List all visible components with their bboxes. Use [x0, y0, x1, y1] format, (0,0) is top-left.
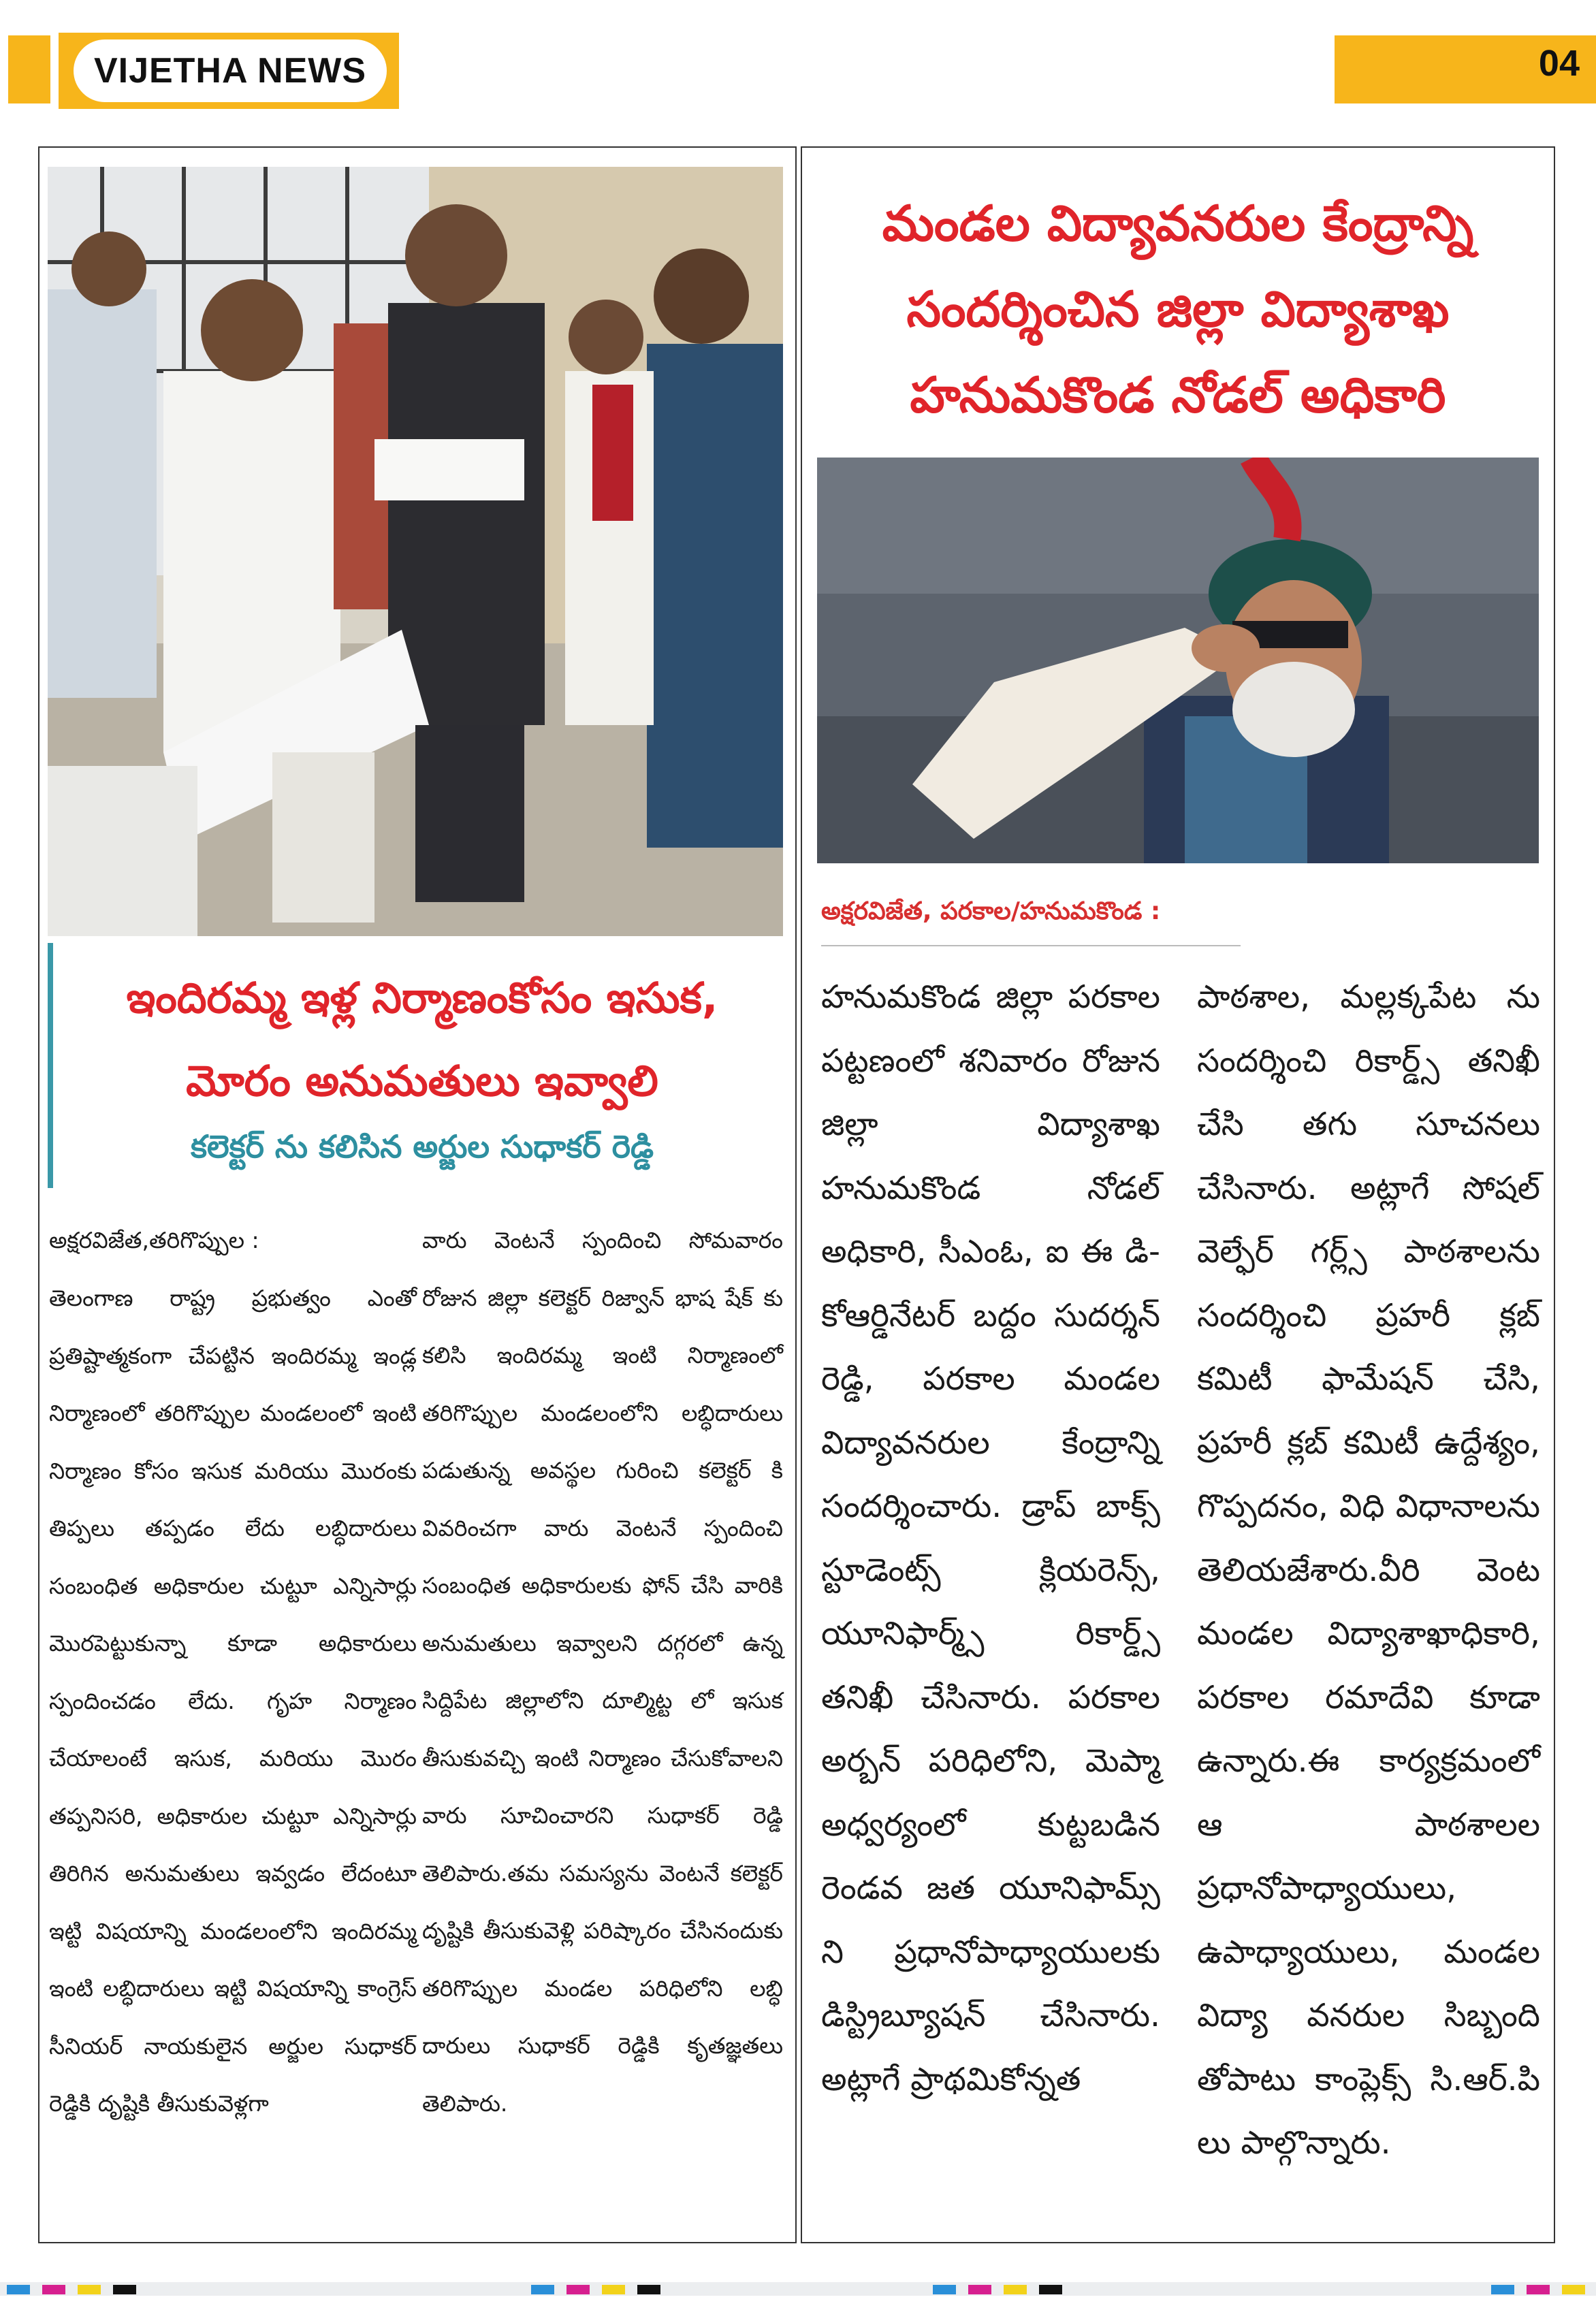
registration-mark [637, 2285, 660, 2294]
registration-mark [933, 2285, 956, 2294]
registration-mark [78, 2285, 101, 2294]
left-dateline: అక్షరవిజేత,తరిగొప్పుల : [49, 1227, 259, 1253]
page-number: 04 [1538, 43, 1580, 84]
registration-mark [42, 2285, 65, 2294]
registration-mark [602, 2285, 625, 2294]
registration-mark [1527, 2285, 1550, 2294]
right-story-photo [817, 458, 1539, 863]
registration-mark [968, 2285, 991, 2294]
registration-mark [1039, 2285, 1062, 2294]
left-headline: ఇందిరమ్మ ఇళ్ల నిర్మాణంకోసం ఇసుక, మోరం అనుమతులు ఇవ్వాలి [126, 973, 718, 1106]
registration-mark [1004, 2285, 1027, 2294]
registration-mark [113, 2285, 136, 2294]
registration-mark [566, 2285, 590, 2294]
right-dateline: అక్షరవిజేత, పరకాల/హనుమకొండ : [821, 897, 1161, 925]
photo-icon [48, 167, 783, 936]
left-headline-block [48, 943, 783, 1188]
headline-accent-bar [48, 943, 53, 1188]
registration-mark [531, 2285, 554, 2294]
right-column-2: పాఠశాల, మల్లక్కపేట ను సందర్శించి రికార్డ్స్ తనిఖీ చేసి తగు సూచనలు చేసినారు. అట్లాగే సోషల్ వెల్ఫేర్ గర్ల్స్ పాఠశాలను సందర్శించి ప్రహరీ క్లబ్ కమిటీ ఫామేషన్ చేసి, ప్రహరీ క్లబ్ కమిటీ ఉద్దేశ్యం, గొప్పదనం, విధి విధానాలను తెలియజేశారు.వీరి వెంట మండల విద్యాశాఖాధికారి, పరకాల రమాదేవి కూడా ఉన్నారు.ఈ కార్యక్రమంలో ఆ పాఠశాలల ప్రధానోపాధ్యాయులు, ఉపాధ్యాయులు, మండల విద్యా వనరుల సిబ్బంది తోపాటు కాంప్లెక్స్ సి.ఆర్.పి లు పాల్గొన్నారు. [1197, 978, 1540, 2162]
registration-mark [7, 2285, 30, 2294]
photo-icon [817, 458, 1539, 863]
footer-strip [0, 2282, 1596, 2296]
left-subheadline: కలెక్టర్ ను కలిసిన అర్జుల సుధాకర్ రెడ్డి [190, 1128, 654, 1165]
registration-mark [1491, 2285, 1514, 2294]
masthead-title: VIJETHA NEWS [74, 39, 387, 102]
registration-mark [1562, 2285, 1585, 2294]
left-column-2: వారు వెంటనే స్పందించి సోమవారం రోజున జిల్లా కలెక్టర్ రిజ్వాన్ భాష షేక్ కు కలిసి ఇందిరమ్మ ఇంటి నిర్మాణంలో తరిగొప్పుల మండలంలోని లబ్ధిదారులు పడుతున్న అవస్థల గురించి కలెక్టర్ కి వివరించగా వారు వెంటనే స్పందించి సంబంధిత అధికారులకు ఫోన్ చేసి వారికి అనుమతులు ఇవ్వాలని దగ్గరలో ఉన్న సిద్దిపేట జిల్లాలోని దూల్మిట్ట లో ఇసుక తీసుకువచ్చి ఇంటి నిర్మాణం చేసుకోవాలని వారు సూచించారని సుధాకర్ రెడ్డి తెలిపారు.తమ సమస్యను వెంటనే కలెక్టర్ దృష్టికి తీసుకువెళ్లి పరిష్కారం చేసినందుకు తరిగొప్పుల మండల పరిధిలోని లబ్ధి దారులు సుధాకర్ రెడ్డికి కృతజ్ఞతలు తెలిపారు. [422, 1227, 783, 2117]
left-column-1: తెలంగాణ రాష్ట్ర ప్రభుత్వం ఎంతో ప్రతిష్టాత్మకంగా చేపట్టిన ఇందిరమ్మ ఇండ్ల నిర్మాణంలో తరిగొప్పుల మండలంలో ఇంటి నిర్మాణం కోసం ఇసుక మరియు మొరంకు తిప్పలు తప్పడం లేదు లబ్ధిదారులు సంబంధిత అధికారుల చుట్టూ ఎన్నిసార్లు మొరపెట్టుకున్నా కూడా అధికారులు స్పందించడం లేదు. గృహ నిర్మాణం చేయాలంటే ఇసుక, మరియు మొరం తప్పనిసరి, అధికారుల చుట్టూ ఎన్నిసార్లు తిరిగిన అనుమతులు ఇవ్వడం లేదంటూ ఇట్టి విషయాన్ని మండలంలోని ఇందిరమ్మ ఇంటి లబ్ధిదారులు ఇట్టి విషయాన్ని కాంగ్రెస్ సీనియర్ నాయకులైన అర్జుల సుధాకర్ రెడ్డికి దృష్టికి తీసుకువెళ్లగా [49, 1285, 417, 2117]
left-story-photo [48, 167, 783, 936]
right-headline: మండల విద్యావనరుల కేంద్రాన్ని సందర్శించిన జిల్లా విద్యాశాఖ హనుమకొండ నోడల్ అధికారి [882, 195, 1474, 423]
right-column-1: హనుమకొండ జిల్లా పరకాల పట్టణంలో శనివారం రోజున జిల్లా విద్యాశాఖ హనుమకొండ నోడల్ అధికారి, సీఎంఓ, ఐ ఈ డి-కోఆర్డినేటర్ బద్దం సుదర్శన్ రెడ్డి, పరకాల మండల విద్యావనరుల కేంద్రాన్ని సందర్శించారు. డ్రాప్ బాక్స్ స్టూడెంట్స్ క్లియరెన్స్, యూనిఫార్మ్స్ రికార్డ్స్ తనిఖీ చేసినారు. పరకాల అర్బన్ పరిధిలోని, మెప్మా అధ్వర్యంలో కుట్టబడిన రెండవ జత యూనిఫామ్స్ ని ప్రధానోపాధ్యాయులకు డిస్ట్రిబ్యూషన్ చేసినారు. అట్లాగే ప్రాథమికోన్నత [821, 978, 1160, 2098]
dateline-rule [821, 945, 1241, 946]
header-accent [8, 35, 50, 103]
